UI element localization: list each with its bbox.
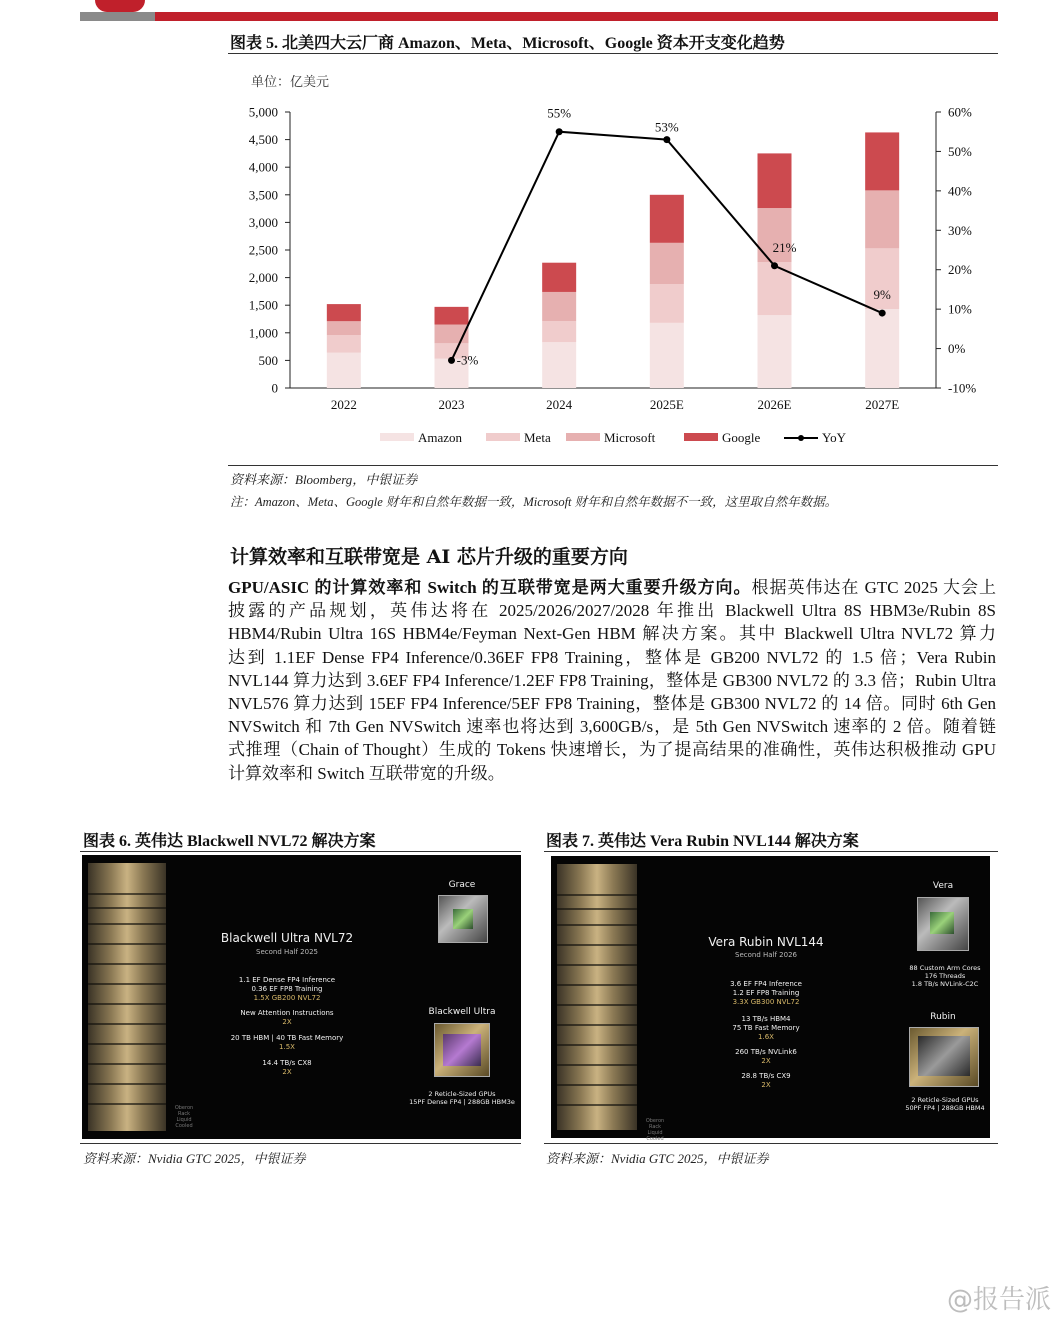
x-tick-label: 2024	[546, 397, 573, 412]
spec-highlight: 2X	[761, 1081, 771, 1089]
y-right-tick-label: 10%	[948, 301, 972, 317]
figure7-title: 图表 7. 英伟达 Vera Rubin NVL144 解决方案	[546, 833, 859, 850]
bar-segment-amazon	[542, 342, 576, 388]
spec-line: 1.1 EF Dense FP4 Inference	[238, 976, 336, 984]
y-left-tick-label: 4,500	[248, 132, 278, 148]
spec-highlight: 2X	[282, 1018, 292, 1026]
paragraph-line-5: NVL144 算力达到 3.6EF FP4 Inference/1.2EF FP8 Training，整体是 GB300 NVL72 的 3.3 倍；Rubin Ultra	[228, 670, 996, 690]
spec-highlight: 2X	[282, 1068, 292, 1076]
figure6-photo	[82, 855, 521, 1139]
legend-label: Amazon	[418, 430, 463, 445]
spec-line: 260 TB/s NVLink6	[735, 1048, 797, 1056]
figure5-top-rule	[228, 53, 998, 54]
brand-logo	[95, 0, 145, 12]
yoy-point	[448, 357, 455, 364]
figure7-bottom-rule	[544, 1143, 998, 1144]
paragraph-line-3: HBM4/Rubin Ultra 16S HBM4e/Feyman Next-Gen HBM 解决方案。其中 Blackwell Ultra NVL72 算力	[228, 624, 996, 644]
bar-segment-google	[435, 307, 469, 325]
figure6-title: 图表 6. 英伟达 Blackwell NVL72 解决方案	[83, 833, 376, 850]
y-left-tick-label: 2,000	[248, 270, 278, 286]
capex-chart	[228, 60, 998, 460]
yoy-point	[663, 136, 670, 143]
legend-label: Microsoft	[604, 430, 656, 445]
bar-segment-google	[327, 304, 361, 321]
legend-swatch-google	[684, 433, 718, 441]
figure5-bottom-rule	[228, 465, 998, 466]
yoy-data-label: 21%	[772, 239, 797, 255]
x-tick-label: 2026E	[757, 397, 792, 412]
y-left-tick-label: 3,500	[248, 187, 278, 203]
product-release: Second Half 2026	[735, 951, 797, 959]
chip-note: 88 Custom Arm Cores	[909, 964, 981, 972]
chip-label-rubin: Rubin	[930, 1012, 956, 1022]
bar-segment-microsoft	[650, 243, 684, 284]
paragraph-line-2: 披露的产品规划，英伟达将在 2025/2026/2027/2028 年推出 Blackwell Ultra 8S HBM3e/Rubin 8S	[228, 601, 996, 621]
chip-note: 15PF Dense FP4 | 288GB HBM3e	[409, 1098, 515, 1106]
spec-line: 75 TB Fast Memory	[732, 1024, 800, 1032]
legend-label: Google	[722, 430, 761, 445]
chip-note: 2 Reticle-Sized GPUs	[911, 1096, 979, 1104]
figure7-top-rule	[544, 851, 998, 852]
yoy-point	[771, 262, 778, 269]
rack-image	[557, 864, 637, 1130]
chip-label-grace: Grace	[448, 880, 476, 890]
rack-image	[88, 863, 166, 1131]
y-left-tick-label: 1,000	[248, 325, 278, 341]
figure5-title: 图表 5. 北美四大云厂商 Amazon、Meta、Microsoft、Google 资本开支变化趋势	[230, 35, 785, 52]
vera-chip-image	[917, 897, 969, 951]
y-left-tick-label: 2,500	[248, 242, 278, 258]
paragraph-line-4: 达到 1.1EF Dense FP4 Inference/0.36EF FP8 Training，整体是 GB200 NVL72 的 1.5 倍；Vera Rubin	[228, 647, 996, 667]
header-bar-red	[155, 12, 998, 21]
chip-note: 2 Reticle-Sized GPUs	[428, 1090, 496, 1098]
figure6-source: 资料来源：Nvidia GTC 2025，中银证券	[83, 1151, 306, 1166]
spec-highlight: 1.6X	[758, 1033, 774, 1041]
spec-line: 3.6 EF FP4 Inference	[730, 980, 802, 988]
spec-line: 14.4 TB/s CX8	[262, 1059, 312, 1067]
y-right-tick-label: 30%	[948, 222, 972, 238]
paragraph-line-6: NVL576 算力达到 15EF FP4 Inference/5EF FP8 Training，整体是 GB300 NVL72 的 14 倍。同时 6th Gen	[228, 694, 996, 714]
y-right-tick-label: 40%	[948, 183, 972, 199]
blackwell-chip-image	[434, 1023, 490, 1077]
chip-note: 176 Threads	[924, 972, 966, 980]
x-tick-label: 2025E	[649, 397, 684, 412]
paragraph-line-9: 计算效率和 Switch 互联带宽的升级。	[228, 763, 505, 783]
chart-unit-label: 单位：亿美元	[251, 75, 330, 90]
yoy-data-label: 55%	[547, 105, 572, 121]
section-paragraph	[228, 576, 996, 785]
figure7-source: 资料来源：Nvidia GTC 2025，中银证券	[546, 1151, 769, 1166]
rack-label: Oberon Rack Liquid Cooled	[645, 1118, 665, 1142]
product-name: Vera Rubin NVL144	[708, 935, 824, 949]
paragraph-line-1-rest: 根据英伟达在 GTC 2025 大会上	[751, 578, 996, 597]
bar-segment-microsoft	[865, 190, 899, 248]
yoy-point	[879, 310, 886, 317]
legend-swatch-amazon	[380, 433, 414, 441]
spec-line: 28.8 TB/s CX9	[741, 1072, 791, 1080]
y-right-tick-label: 0%	[948, 341, 966, 357]
paragraph-line-8: 式推理（Chain of Thought）生成的 Tokens 快速增长，为了提高结果的准确性，英伟达积极推动 GPU	[228, 740, 996, 760]
bar-segment-google	[542, 263, 576, 292]
spec-line: 0.36 EF FP8 Training	[251, 985, 323, 993]
chip-note: 50PF FP4 | 288GB HBM4	[905, 1104, 985, 1112]
y-right-tick-label: 50%	[948, 143, 972, 159]
spec-line: New Attention Instructions	[240, 1009, 334, 1017]
x-tick-label: 2027E	[865, 397, 900, 412]
header-bar-gray	[80, 12, 155, 21]
paragraph-line-1	[228, 576, 996, 599]
bar-segment-meta	[542, 321, 576, 342]
y-left-tick-label: 4,000	[248, 159, 278, 175]
legend-label: YoY	[822, 430, 846, 445]
chip-note: 1.8 TB/s NVLink-C2C	[911, 980, 979, 988]
y-right-tick-label: 20%	[948, 262, 972, 278]
bar-segment-microsoft	[542, 292, 576, 321]
y-left-tick-label: 5,000	[248, 104, 278, 120]
bar-segment-google	[758, 153, 792, 208]
yoy-data-label: 53%	[654, 119, 679, 135]
spec-highlight: 3.3X GB300 NVL72	[732, 998, 800, 1006]
y-right-tick-label: -10%	[948, 380, 977, 396]
bar-segment-meta	[327, 335, 361, 353]
product-release: Second Half 2025	[256, 948, 318, 956]
yoy-data-label: -3%	[456, 352, 479, 368]
bar-segment-amazon	[865, 309, 899, 388]
legend-label: Meta	[524, 430, 551, 445]
y-left-tick-label: 0	[271, 380, 278, 396]
legend-swatch-microsoft	[566, 433, 600, 441]
watermark: @报告派	[946, 1285, 1051, 1315]
paragraph-lead-bold: GPU/ASIC 的计算效率和 Switch 的互联带宽是两大重要升级方向。	[228, 578, 752, 597]
figure6-top-rule	[80, 851, 521, 852]
spec-line: 20 TB HBM | 40 TB Fast Memory	[230, 1034, 344, 1042]
chip-label-blackwell: Blackwell Ultra	[428, 1007, 496, 1017]
spec-line: 1.2 EF FP8 Training	[732, 989, 800, 997]
bar-segment-amazon	[758, 315, 792, 388]
x-tick-label: 2023	[438, 397, 465, 412]
bar-segment-google	[650, 195, 684, 243]
figure6-bottom-rule	[80, 1143, 521, 1144]
bar-segment-amazon	[650, 323, 684, 388]
x-tick-label: 2022	[330, 397, 357, 412]
yoy-point	[556, 128, 563, 135]
y-left-tick-label: 500	[258, 352, 278, 368]
bar-segment-meta	[650, 284, 684, 323]
spec-line: 13 TB/s HBM4	[741, 1015, 791, 1023]
grace-chip-image	[438, 895, 488, 943]
yoy-data-label: 9%	[873, 287, 891, 303]
legend-swatch-yoy-marker	[798, 435, 804, 441]
spec-highlight: 1.5X GB200 NVL72	[253, 994, 321, 1002]
paragraph-line-7: NVSwitch 和 7th Gen NVSwitch 速率也将达到 3,600GB/s，是 5th Gen NVSwitch 速率的 2 倍。随着链	[228, 717, 996, 737]
legend-swatch-meta	[486, 433, 520, 441]
bar-segment-amazon	[327, 353, 361, 388]
rubin-chip-image	[909, 1027, 979, 1087]
y-left-tick-label: 1,500	[248, 297, 278, 313]
chip-label-vera: Vera	[932, 881, 954, 891]
spec-highlight: 1.5X	[279, 1043, 295, 1051]
bar-segment-google	[865, 132, 899, 190]
y-right-tick-label: 60%	[948, 104, 972, 120]
figure7-photo	[551, 856, 990, 1142]
figure5-source: 资料来源：Bloomberg，中银证券	[230, 472, 418, 487]
spec-highlight: 2X	[761, 1057, 771, 1065]
bar-segment-microsoft	[327, 321, 361, 335]
y-left-tick-label: 3,000	[248, 214, 278, 230]
section-title: 计算效率和互联带宽是 AI 芯片升级的重要方向	[230, 546, 628, 568]
product-name: Blackwell Ultra NVL72	[220, 931, 354, 945]
figure5-note: 注：Amazon、Meta、Google 财年和自然年数据一致，Microsoft 财年和自然年数据不一致，这里取自然年数据。	[230, 495, 838, 509]
rack-label: Oberon Rack Liquid Cooled	[174, 1105, 194, 1129]
